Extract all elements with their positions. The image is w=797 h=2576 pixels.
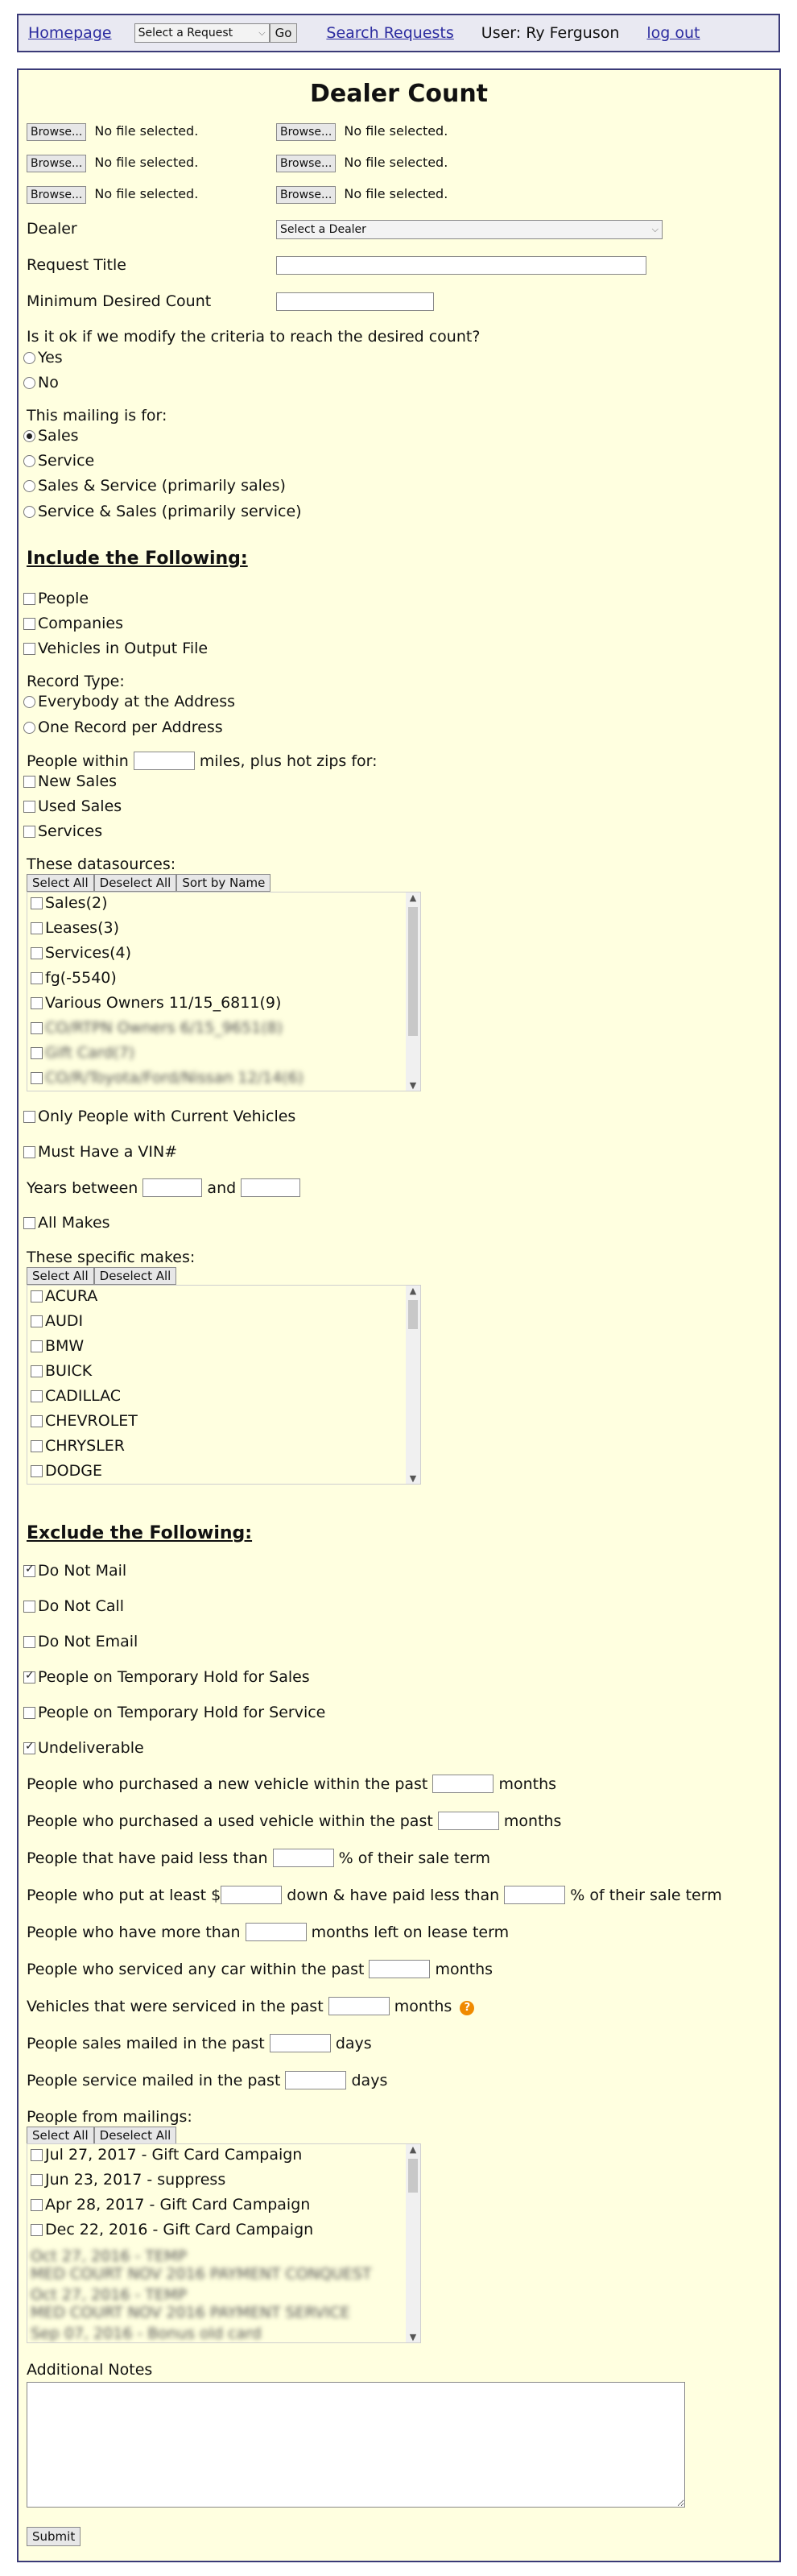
datasources-list[interactable] <box>27 892 421 1091</box>
browse-button[interactable]: Browse... <box>27 155 86 172</box>
hold-sales-label: People on Temporary Hold for Sales <box>38 1668 310 1686</box>
make-label: CHRYSLER <box>45 1437 125 1455</box>
include-companies-label: Companies <box>38 615 124 632</box>
people-within-row <box>27 752 378 770</box>
hotzip-services-label: Services <box>38 822 103 840</box>
make-label: ACURA <box>45 1287 98 1305</box>
undeliverable-label: Undeliverable <box>38 1739 144 1757</box>
dealer-count-form <box>17 68 781 2562</box>
checkbox[interactable] <box>31 1415 43 1427</box>
dealer-select[interactable] <box>276 220 663 239</box>
datasources-label: These datasources: <box>27 855 176 873</box>
mailings-label: People from mailings: <box>27 2108 192 2126</box>
checkbox[interactable] <box>31 1072 43 1084</box>
browse-button[interactable]: Browse... <box>276 123 336 141</box>
exclude-undeliverable[interactable] <box>23 1739 144 1757</box>
homepage-link[interactable]: Homepage <box>28 24 112 42</box>
select-all-button[interactable]: Select All <box>27 874 94 892</box>
checkbox[interactable] <box>31 2149 43 2161</box>
paid-less-label: People that have paid less than <box>27 1849 268 1867</box>
make-label: BMW <box>45 1337 85 1355</box>
user-label: User: Ry Ferguson <box>481 24 620 42</box>
submit-button[interactable]: Submit <box>27 2527 81 2546</box>
months-label: months <box>498 1775 557 1793</box>
makes-list[interactable] <box>27 1285 421 1485</box>
miles-input[interactable] <box>134 752 195 770</box>
checkbox[interactable] <box>31 1315 43 1327</box>
radio[interactable] <box>23 377 35 389</box>
request-title-input[interactable] <box>276 256 646 275</box>
datasource-item[interactable] <box>31 894 107 912</box>
notes-label: Additional Notes <box>27 2361 153 2379</box>
checkbox[interactable] <box>23 1146 35 1158</box>
go-button[interactable]: Go <box>270 23 298 43</box>
make-item[interactable] <box>31 1462 102 1480</box>
scroll-up-icon[interactable]: ▲ <box>409 892 417 903</box>
checkbox[interactable] <box>31 2224 43 2236</box>
exclude-do-not-call[interactable] <box>23 1597 124 1615</box>
checkbox[interactable] <box>23 801 35 813</box>
help-icon[interactable]: ? <box>460 2001 474 2015</box>
hotzip-new-sales[interactable] <box>23 772 117 790</box>
mailing-option-label: Service <box>38 452 95 470</box>
record-one-option[interactable] <box>23 719 223 736</box>
mailing-label: MED COURT NOV 2016 PAYMENT SERVICE <box>31 2304 350 2321</box>
makes-label: These specific makes: <box>27 1249 196 1266</box>
months-label: months <box>503 1812 562 1830</box>
datasources-actions <box>27 873 270 892</box>
hotzip-new-sales-label: New Sales <box>38 772 118 790</box>
mailing-option-service[interactable] <box>23 452 94 470</box>
mailings-actions <box>27 2126 176 2144</box>
datasource-item[interactable] <box>31 969 117 987</box>
checkbox[interactable] <box>31 2174 43 2186</box>
datasource-item[interactable] <box>31 1019 283 1037</box>
dealer-label: Dealer <box>27 220 77 238</box>
scroll-down-icon[interactable]: ▼ <box>409 1473 417 1484</box>
mailing-option-sales-service[interactable] <box>23 477 286 495</box>
mailing-label: Apr 28, 2017 - Gift Card Campaign <box>45 2196 311 2214</box>
lease-row <box>27 1923 509 1941</box>
checkbox[interactable] <box>31 972 43 984</box>
make-label: CHEVROLET <box>45 1412 138 1430</box>
datasource-label: Various Owners 11/15_6811(9) <box>45 994 282 1012</box>
new-vehicle-row <box>27 1775 556 1793</box>
years-between-row <box>27 1178 300 1197</box>
checkbox[interactable] <box>31 1365 43 1377</box>
request-title-label: Request Title <box>27 256 126 274</box>
scroll-up-icon[interactable]: ▲ <box>409 2144 417 2155</box>
exclude-hold-sales[interactable] <box>23 1668 310 1686</box>
hold-service-label: People on Temporary Hold for Service <box>38 1704 326 1721</box>
datasource-label: Gift Card(7) <box>45 1044 135 1062</box>
make-item[interactable] <box>31 1337 84 1355</box>
include-people-label: People <box>38 590 89 607</box>
mailing-item[interactable] <box>31 2247 187 2265</box>
radio[interactable] <box>23 480 35 492</box>
exclude-do-not-email[interactable] <box>23 1633 138 1650</box>
paid-less-percent-input[interactable] <box>273 1849 334 1867</box>
mailing-label: Sep 07, 2016 - Bonus old card <box>31 2325 262 2342</box>
radio[interactable] <box>23 506 35 518</box>
mailing-item[interactable] <box>31 2221 313 2238</box>
mailing-option-label: Sales & Service (primarily sales) <box>38 477 286 495</box>
put-down-label: People who put at least $ <box>27 1886 221 1904</box>
mailing-label: Oct 27, 2016 - TEMP <box>31 2286 187 2304</box>
scrollbar[interactable] <box>406 1286 420 1484</box>
must-have-vin[interactable] <box>23 1143 177 1161</box>
browse-button[interactable]: Browse... <box>27 186 86 204</box>
datasource-label: CO/R/Toyota/Ford/Nissan 12/14(6) <box>45 1069 304 1087</box>
datasource-item[interactable] <box>31 994 281 1012</box>
people-within-suffix: miles, plus hot zips for: <box>199 752 378 770</box>
datasource-label: fg(-5540) <box>45 969 117 987</box>
days-label: days <box>351 2072 388 2089</box>
scroll-down-icon[interactable]: ▼ <box>409 1080 417 1091</box>
make-item[interactable] <box>31 1412 138 1430</box>
radio[interactable] <box>23 696 35 708</box>
all-makes[interactable] <box>23 1214 110 1232</box>
vehicles-serviced-row <box>27 1997 474 2015</box>
checkbox[interactable] <box>23 1742 35 1754</box>
new-vehicle-months-input[interactable] <box>432 1775 493 1793</box>
checkbox[interactable] <box>23 1217 35 1229</box>
scroll-thumb[interactable] <box>408 1300 418 1329</box>
scroll-up-icon[interactable]: ▲ <box>409 1286 417 1296</box>
notes-textarea[interactable] <box>27 2382 685 2508</box>
do-not-call-label: Do Not Call <box>38 1597 125 1615</box>
down-percent-input[interactable] <box>504 1886 565 1904</box>
checkbox[interactable] <box>31 997 43 1009</box>
modify-yes-label: Yes <box>38 349 63 367</box>
exclude-heading: Exclude the Following: <box>27 1523 253 1543</box>
mailing-label: Jun 23, 2017 - suppress <box>45 2171 226 2189</box>
make-item[interactable] <box>31 1287 97 1305</box>
checkbox[interactable] <box>31 922 43 934</box>
do-not-mail-label: Do Not Mail <box>38 1562 127 1580</box>
lease-months-input[interactable] <box>246 1923 307 1941</box>
datasource-item[interactable] <box>31 944 131 962</box>
paid-less-suffix: % of their sale term <box>338 1849 491 1867</box>
submit-wrap <box>27 2527 81 2546</box>
mailing-item[interactable] <box>31 2146 302 2164</box>
checkbox[interactable] <box>31 897 43 909</box>
months-label: months <box>435 1961 493 1978</box>
min-count-label: Minimum Desired Count <box>27 292 212 310</box>
record-one-label: One Record per Address <box>38 719 223 736</box>
mailing-item-detail <box>31 2265 372 2283</box>
checkbox[interactable] <box>31 1440 43 1452</box>
sales-mailed-days-input[interactable] <box>270 2034 331 2052</box>
scroll-thumb[interactable] <box>408 2159 418 2193</box>
hotzip-used-sales-label: Used Sales <box>38 797 122 815</box>
mailing-option-service-sales[interactable] <box>23 503 302 520</box>
put-down-middle: down & have paid less than <box>287 1886 500 1904</box>
datasource-label: Leases(3) <box>45 919 119 937</box>
makes-actions <box>27 1266 176 1285</box>
checkbox[interactable] <box>23 593 35 605</box>
all-makes-label: All Makes <box>38 1214 110 1232</box>
down-amount-input[interactable] <box>221 1886 282 1904</box>
checkbox[interactable] <box>31 1290 43 1302</box>
datasource-item[interactable] <box>31 1044 134 1062</box>
file-input-1[interactable] <box>27 122 198 141</box>
sales-mailed-label: People sales mailed in the past <box>27 2035 265 2052</box>
modify-yes-option[interactable] <box>23 349 63 367</box>
logout-link[interactable]: log out <box>646 24 700 42</box>
make-label: AUDI <box>45 1312 84 1330</box>
mailing-for-label: This mailing is for: <box>27 407 167 425</box>
hotzip-used-sales[interactable] <box>23 797 122 815</box>
modify-question: Is it ok if we modify the criteria to reach the desired count? <box>27 328 481 346</box>
make-label: DODGE <box>45 1462 102 1480</box>
datasource-item[interactable] <box>31 1069 304 1087</box>
make-item[interactable] <box>31 1437 125 1455</box>
mailing-item[interactable] <box>31 2286 187 2304</box>
people-within-label: People within <box>27 752 129 770</box>
and-label: and <box>207 1179 237 1197</box>
checkbox[interactable] <box>31 1340 43 1352</box>
mailing-item[interactable] <box>31 2171 225 2189</box>
datasource-item[interactable] <box>31 919 119 937</box>
datasource-label: Sales(2) <box>45 894 108 912</box>
lease-suffix: months left on lease term <box>311 1924 510 1941</box>
checkbox[interactable] <box>31 1465 43 1477</box>
file-status: No file selected. <box>344 123 448 139</box>
dealer-select-value: Select a Dealer <box>280 223 366 236</box>
top-nav-bar <box>17 14 780 52</box>
checkbox[interactable] <box>23 1671 35 1684</box>
checkbox[interactable] <box>31 2199 43 2211</box>
months-label: months <box>394 1998 452 2015</box>
new-vehicle-label: People who purchased a new vehicle within the past <box>27 1775 428 1793</box>
include-companies[interactable] <box>23 615 123 632</box>
request-select-value: Select a Request <box>138 27 233 39</box>
scrollbar[interactable] <box>406 892 420 1091</box>
file-input-3[interactable] <box>27 153 198 172</box>
make-label: CADILLAC <box>45 1387 122 1405</box>
mailing-label: Dec 22, 2016 - Gift Card Campaign <box>45 2221 314 2238</box>
vehicles-serviced-label: Vehicles that were serviced in the past <box>27 1998 324 2015</box>
search-requests-link[interactable]: Search Requests <box>326 24 454 42</box>
record-everybody-option[interactable] <box>23 693 235 710</box>
days-label: days <box>335 2035 372 2052</box>
hotzip-services[interactable] <box>23 822 102 840</box>
file-status: No file selected. <box>94 155 199 170</box>
include-heading: Include the Following: <box>27 549 248 569</box>
mailing-option-label: Service & Sales (primarily service) <box>38 503 302 520</box>
make-label: BUICK <box>45 1362 93 1380</box>
checkbox[interactable] <box>23 1707 35 1719</box>
checkbox[interactable] <box>23 1636 35 1648</box>
mailing-label: Oct 27, 2016 - TEMP <box>31 2247 187 2265</box>
mailing-item[interactable] <box>31 2325 262 2342</box>
checkbox[interactable] <box>31 1047 43 1059</box>
paid-less-row <box>27 1849 490 1867</box>
vehicles-serviced-months-input[interactable] <box>328 1997 390 2015</box>
mailing-label: MED COURT NOV 2016 PAYMENT CONQUEST <box>31 2265 372 2283</box>
deselect-all-button[interactable]: Deselect All <box>94 874 177 892</box>
checkbox[interactable] <box>23 1565 35 1577</box>
record-everybody-label: Everybody at the Address <box>38 693 236 710</box>
include-people[interactable] <box>23 590 89 607</box>
min-count-input[interactable] <box>276 292 434 311</box>
used-vehicle-row <box>27 1812 561 1830</box>
radio[interactable] <box>23 430 35 442</box>
datasource-label: CO/RTPN Owners 6/15_9651(8) <box>45 1019 283 1037</box>
put-down-suffix: % of their sale term <box>570 1886 722 1904</box>
serviced-any-row <box>27 1960 493 1978</box>
include-vehicles-label: Vehicles in Output File <box>38 640 209 657</box>
page-title: Dealer Count <box>309 80 489 108</box>
lease-label: People who have more than <box>27 1924 241 1941</box>
chevron-down-icon: ⌵ <box>258 27 266 38</box>
years-between-label: Years between <box>27 1179 138 1197</box>
used-vehicle-label: People who purchased a used vehicle within the past <box>27 1812 433 1830</box>
file-status: No file selected. <box>94 186 199 201</box>
modify-no-label: No <box>38 374 59 391</box>
make-item[interactable] <box>31 1387 121 1405</box>
make-item[interactable] <box>31 1312 83 1330</box>
serviced-any-label: People who serviced any car within the past <box>27 1961 365 1978</box>
include-vehicles[interactable] <box>23 640 208 657</box>
select-all-button[interactable]: Select All <box>27 2127 94 2144</box>
sort-by-name-button[interactable]: Sort by Name <box>176 874 270 892</box>
only-current-label: Only People with Current Vehicles <box>38 1108 296 1125</box>
used-vehicle-months-input[interactable] <box>438 1812 499 1830</box>
datasource-label: Services(4) <box>45 944 132 962</box>
checkbox[interactable] <box>23 1111 35 1123</box>
checkbox[interactable] <box>23 1601 35 1613</box>
file-input-5[interactable] <box>27 184 198 204</box>
checkbox[interactable] <box>23 826 35 838</box>
year-to-input[interactable] <box>241 1178 300 1197</box>
checkbox[interactable] <box>23 643 35 655</box>
browse-button[interactable]: Browse... <box>276 186 336 204</box>
sales-mailed-row <box>27 2034 372 2052</box>
modify-no-option[interactable] <box>23 374 59 391</box>
exclude-do-not-mail[interactable] <box>23 1562 126 1580</box>
year-from-input[interactable] <box>142 1178 202 1197</box>
put-down-row <box>27 1886 722 1904</box>
file-input-4[interactable] <box>276 153 448 172</box>
browse-button[interactable]: Browse... <box>27 123 86 141</box>
mailings-list[interactable] <box>27 2143 421 2343</box>
radio[interactable] <box>23 455 35 467</box>
deselect-all-button[interactable]: Deselect All <box>94 2127 177 2144</box>
only-current-vehicles[interactable] <box>23 1108 295 1125</box>
service-mailed-row <box>27 2071 387 2089</box>
file-status: No file selected. <box>344 186 448 201</box>
radio[interactable] <box>23 722 35 734</box>
checkbox[interactable] <box>31 1390 43 1402</box>
browse-button[interactable]: Browse... <box>276 155 336 172</box>
radio[interactable] <box>23 352 35 364</box>
checkbox[interactable] <box>31 947 43 959</box>
file-input-6[interactable] <box>276 184 448 204</box>
mailing-option-sales[interactable] <box>23 427 79 445</box>
chevron-down-icon: ⌵ <box>651 224 659 234</box>
checkbox[interactable] <box>23 776 35 788</box>
serviced-any-months-input[interactable] <box>369 1960 430 1978</box>
scroll-thumb[interactable] <box>408 907 418 1036</box>
record-type-label: Record Type: <box>27 673 125 690</box>
mailing-label: Jul 27, 2017 - Gift Card Campaign <box>45 2146 303 2164</box>
mailing-option-label: Sales <box>38 427 79 445</box>
scrollbar[interactable] <box>406 2144 420 2342</box>
make-item[interactable] <box>31 1362 92 1380</box>
do-not-email-label: Do Not Email <box>38 1633 138 1650</box>
file-input-2[interactable] <box>276 122 448 141</box>
checkbox[interactable] <box>23 618 35 630</box>
checkbox[interactable] <box>31 1022 43 1034</box>
exclude-hold-service[interactable] <box>23 1704 325 1721</box>
select-all-button[interactable]: Select All <box>27 1267 94 1285</box>
mailing-item[interactable] <box>31 2196 310 2214</box>
service-mailed-label: People service mailed in the past <box>27 2072 281 2089</box>
scroll-down-icon[interactable]: ▼ <box>409 2332 417 2342</box>
file-status: No file selected. <box>344 155 448 170</box>
must-vin-label: Must Have a VIN# <box>38 1143 178 1161</box>
mailing-item-detail <box>31 2304 350 2321</box>
deselect-all-button[interactable]: Deselect All <box>94 1267 177 1285</box>
service-mailed-days-input[interactable] <box>285 2071 346 2089</box>
request-select[interactable] <box>134 23 270 43</box>
file-status: No file selected. <box>94 123 199 139</box>
